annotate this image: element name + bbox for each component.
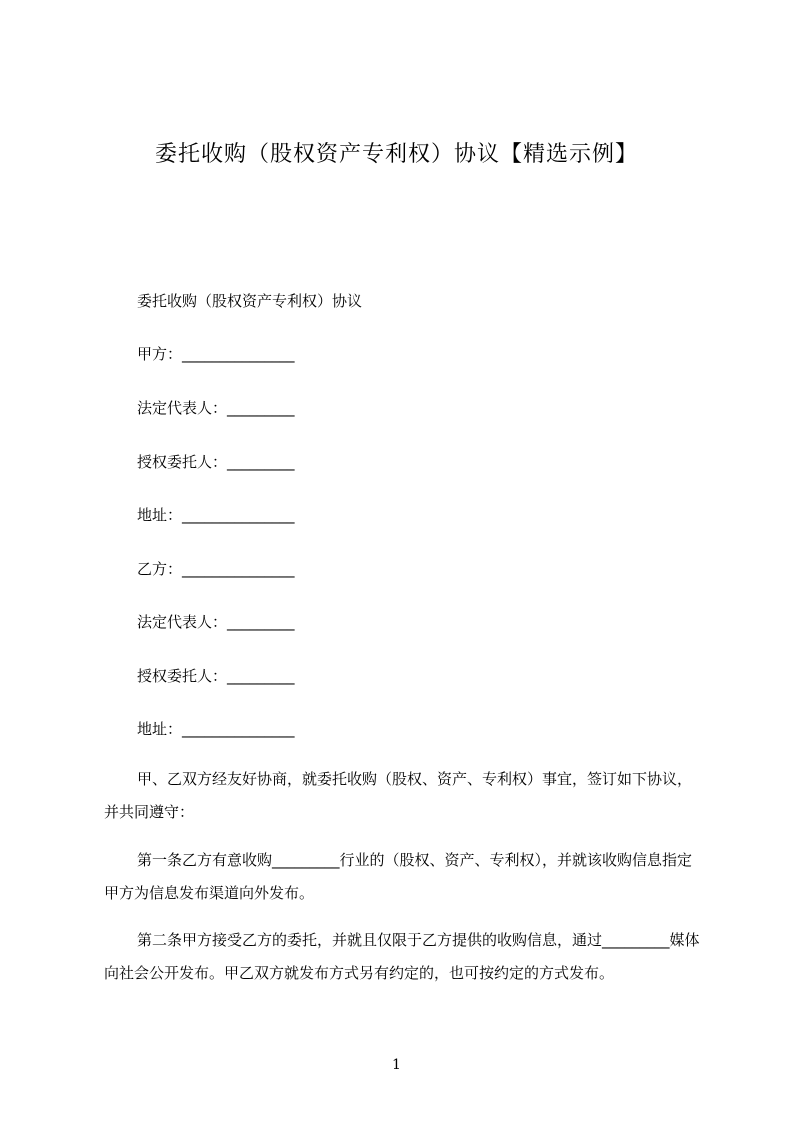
- party-b-address-field: 地址：_______________: [137, 720, 295, 738]
- article-1-paragraph: 第一条乙方有意收购_________行业的（股权、资产、专利权），并就该收购信息指定甲方为信息发布渠道向外发布。: [104, 851, 693, 902]
- party-a-name-field: 甲方：_______________: [137, 345, 295, 363]
- party-b-legal-rep-field: 法定代表人：_________: [137, 613, 295, 631]
- party-b-authorized-agent-field: 授权委托人：_________: [137, 667, 295, 685]
- preamble-paragraph: 甲、乙双方经友好协商，就委托收购（股权、资产、专利权）事宜，签订如下协议，并共同遵守：: [104, 770, 693, 821]
- document-title: 委托收购（股权资产专利权）协议【精选示例】: [154, 142, 638, 167]
- party-a-address-field: 地址：_______________: [137, 506, 295, 524]
- agreement-subtitle: 委托收购（股权资产专利权）协议: [137, 292, 363, 310]
- article-2-paragraph: 第二条甲方接受乙方的委托，并就且仅限于乙方提供的收购信息，通过_________媒体向社会公开发布。甲乙双方就发布方式另有约定的，也可按约定的方式发布。: [104, 931, 700, 982]
- party-b-name-field: 乙方：_______________: [137, 560, 295, 578]
- party-a-authorized-agent-field: 授权委托人：_________: [137, 453, 295, 471]
- party-a-legal-rep-field: 法定代表人：_________: [137, 399, 295, 417]
- page-number: 1: [392, 1057, 401, 1073]
